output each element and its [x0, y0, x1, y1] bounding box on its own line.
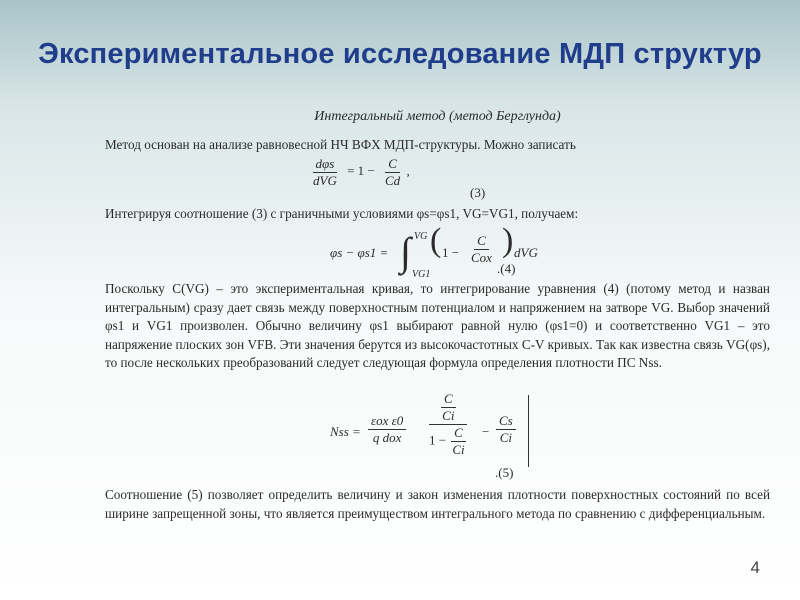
eq5-bottom-num: C: [451, 425, 466, 442]
eq5-minus: −: [482, 424, 490, 439]
eq4-fraction: [468, 233, 495, 266]
eq5-top-num: C: [441, 391, 456, 408]
eq4-lhs: φs − φs1 =: [330, 245, 389, 260]
equation-3: [310, 156, 410, 189]
eq5-bracket: [528, 395, 529, 467]
eq5-right-den: Ci: [499, 430, 513, 445]
eq4-frac-num: C: [474, 233, 489, 250]
eq4-upper-limit: VG: [414, 231, 428, 242]
integration-text: Интегрируя соотношение (3) с граничными условиями φs=φs1, VG=VG1, получаем:: [105, 206, 579, 221]
eq5-lhs: Nss =: [330, 424, 361, 439]
eq5-right-fraction: [496, 413, 516, 446]
eq5-top-den: Ci: [442, 408, 455, 423]
eq5-number: .(5): [495, 465, 514, 480]
eq3-rhs-den: Cd: [385, 173, 401, 188]
eq3-rhs-num: C: [385, 156, 400, 173]
eq3-number: (3): [470, 185, 486, 200]
eq4-number: .(4): [497, 261, 516, 276]
eq5-bottom-frac: [449, 425, 467, 458]
eq4-frac-den: Cox: [471, 250, 492, 265]
slide-title: Экспериментальное исследование МДП структур: [38, 38, 762, 70]
paragraph-method: Поскольку C(VG) – это экспериментальная кривая, то интегрирование уравнения (4) (потому метод и назван интегральным) сразу дает связь между поверхностным потенциалом и напряжением на затворе VG. Выбор значений φs1 и VG1 произволен. Обычно величину φs1 выбирают равной нулю (φs1=0) и соответственно VG1 – это напряжение плоских зон VFB. Эти значения берутся из высокочастотных C-V кривых. Так как известна связь VG(φs), то после нескольких преобразований следует следующая формула определения плотности ПС Nss.: [105, 281, 770, 370]
eq4-dv: dVG: [514, 245, 538, 260]
eq4-lower-limit: VG1: [412, 269, 431, 280]
eq5-bottom-den: Ci: [452, 442, 465, 457]
eq5-left-fraction: [368, 413, 406, 446]
eq5-big-fraction: [426, 391, 471, 458]
eq4-left-paren: (: [430, 222, 442, 259]
equation-4: [330, 222, 570, 280]
eq5-left-den: q dox: [372, 430, 402, 445]
section-subtitle: Интегральный метод (метод Берглунда): [314, 109, 561, 124]
eq5-top-frac: [439, 391, 457, 424]
eq5-bottom-part: [426, 425, 471, 458]
eq3-comma: ,: [406, 163, 410, 179]
equation-5: [330, 391, 550, 473]
eq3-minus-one: = 1 −: [347, 163, 375, 179]
eq4-one-minus: 1 −: [442, 245, 460, 260]
integral-icon: ∫: [400, 229, 411, 274]
eq3-lhs-fraction: [310, 156, 340, 189]
eq5-left-num: εox ε0: [368, 413, 406, 430]
eq5-top-part: [429, 391, 467, 425]
eq3-rhs-fraction: [382, 156, 403, 189]
intro-text: Метод основан на анализе равновесной НЧ ВФХ МДП-структуры. Можно записать: [105, 137, 576, 152]
eq5-right-num: Cs: [496, 413, 516, 430]
eq4-right-paren: ): [502, 222, 514, 259]
eq5-one-minus: 1 −: [429, 432, 447, 448]
eq3-lhs-num: dφs: [313, 156, 338, 173]
paragraph-conclusion: Соотношение (5) позволяет определить величину и закон изменения плотности поверхностных состояний по всей ширине запрещенной зоны, что является преимуществом интегрального метода по сравнению с дифференциальным.: [105, 487, 770, 521]
page-number: 4: [750, 558, 760, 577]
eq3-lhs-den: dVG: [313, 173, 337, 188]
